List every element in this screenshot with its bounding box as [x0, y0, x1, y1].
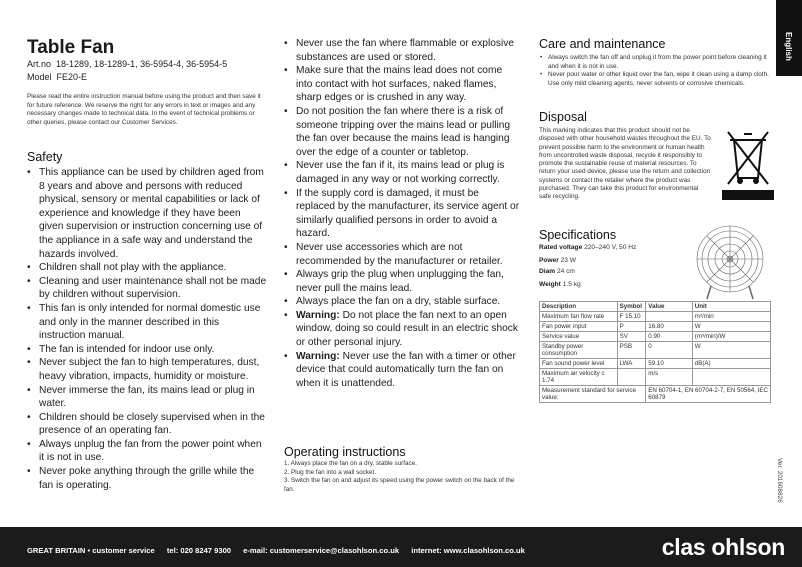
- operating-steps: [284, 460, 520, 494]
- model-value: FE20-E: [56, 72, 88, 82]
- spec-value: 24 cm: [555, 268, 575, 275]
- care-heading: Care and maintenance: [539, 37, 666, 51]
- table-header-row: [540, 302, 771, 312]
- table-cell: [646, 312, 693, 322]
- safety-item: [284, 350, 520, 391]
- table-cell: Maximum air velocity c 1.74: [540, 369, 618, 386]
- operating-heading: Operating instructions: [284, 445, 406, 459]
- page-title: Table Fan: [27, 37, 115, 58]
- footer-email: e-mail: customerservice@clasohlson.co.uk: [243, 546, 400, 555]
- warning-label: Warning:: [296, 350, 340, 362]
- safety-item: [284, 64, 520, 105]
- table-row: [540, 369, 771, 386]
- safety-item: [284, 159, 520, 186]
- safety-item: • Never immerse the fan, its mains lead or plug in water.: [27, 384, 267, 411]
- safety-item: [284, 187, 520, 241]
- safety-list-2: [284, 37, 520, 390]
- language-tab: [776, 0, 802, 76]
- spec-row: [539, 257, 576, 264]
- table-cell: 0.90: [646, 332, 693, 342]
- artno-label: Art.no: [27, 59, 52, 69]
- safety-list-1: [27, 166, 267, 492]
- model-label: Model: [27, 72, 52, 82]
- safety-item-text: Never use the fan with a timer or other device that could automatically turn the fan on when it is unattended.: [296, 350, 516, 389]
- safety-item-text: Never use accessories which are not recommended by the manufacturer or retailer.: [296, 241, 503, 267]
- safety-item: [284, 309, 520, 350]
- spec-label: Weight: [539, 281, 561, 288]
- table-cell: [692, 369, 770, 386]
- disposal-text: This marking indicates that this product should not be disposed with other household wastes throughout the EU. To prevent possible harm to the environment or human health from uncontrolled waste disposal, recycle it responsibly to promote the sustainable reuse of material resources. To return your used device, please use the return and collection systems or contact the retailer where the product was purchased. They can take this product for environmental safe recycling.: [539, 127, 711, 201]
- safety-item: • Children shall not play with the appliance.: [27, 261, 267, 275]
- table-cell: W: [692, 322, 770, 332]
- spec-row: [539, 244, 636, 251]
- table-cell: dB(A): [692, 359, 770, 369]
- table-cell: Fan power input: [540, 322, 618, 332]
- table-row: [540, 359, 771, 369]
- table-cell: Maximum fan flow rate: [540, 312, 618, 322]
- table-cell: [617, 369, 646, 386]
- footer-region: GREAT BRITAIN • customer service: [27, 546, 155, 555]
- table-cell: (m³/min)/W: [692, 332, 770, 342]
- safety-heading: Safety: [27, 150, 63, 164]
- care-item: • Never pour water or other liquid over the fan, wipe it clean using a damp cloth. Use only mild cleaning agents, never solvents or corrosive chemicals.: [539, 71, 771, 88]
- disposal-heading: Disposal: [539, 110, 587, 124]
- safety-item: [284, 37, 520, 64]
- table-header-cell: Symbol: [617, 302, 646, 312]
- operating-step: 3. Switch the fan on and adjust its speed using the power switch on the back of the fan.: [284, 477, 515, 493]
- safety-item: [284, 295, 520, 309]
- spec-value: 220–240 V, 50 Hz: [582, 244, 637, 251]
- care-list: [539, 54, 771, 88]
- safety-item: [284, 105, 520, 159]
- safety-item-text: Never use the fan if it, its mains lead or plug is damaged in any way or not working correctly.: [296, 160, 505, 185]
- measurement-label: Measurement standard for service value:: [540, 386, 646, 403]
- table-row: [540, 342, 771, 359]
- safety-item-text: Always place the fan on a dry, stable surface.: [296, 296, 501, 308]
- footer: [0, 527, 802, 567]
- artno-value: 18-1289, 18-1289-1, 36-5954-4, 36-5954-5: [56, 59, 228, 69]
- safety-item: • This fan is only intended for normal domestic use and only in the manner described in this instruction manual.: [27, 302, 267, 343]
- table-cell: P: [617, 322, 646, 332]
- spec-label: Rated voltage: [539, 244, 583, 251]
- safety-item: [284, 241, 520, 268]
- operating-step: 1. Always place the fan on a dry, stable surface.: [284, 460, 417, 467]
- spec-row: [539, 268, 575, 275]
- specs-heading: Specifications: [539, 228, 617, 242]
- table-cell: Fan sound power level: [540, 359, 618, 369]
- table-cell: 0: [646, 342, 693, 359]
- table-row: [540, 332, 771, 342]
- safety-item: • The fan is intended for indoor use only.: [27, 343, 267, 357]
- warning-label: Warning:: [296, 309, 340, 321]
- table-cell: 59.10: [646, 359, 693, 369]
- table-cell: F 15.10: [617, 312, 646, 322]
- technical-table: [539, 301, 771, 403]
- measurement-row: [540, 386, 771, 403]
- table-cell: Standby power consumption: [540, 342, 618, 359]
- table-cell: m/s: [646, 369, 693, 386]
- weee-bin-icon: [722, 128, 774, 202]
- safety-item: • Never subject the fan to high temperatures, dust, heavy vibration, impacts, humidity or moisture.: [27, 356, 267, 383]
- safety-item-text: Always grip the plug when unplugging the fan, never pull the mains lead.: [296, 269, 504, 294]
- fan-illustration: [693, 224, 767, 300]
- care-item: • Always switch the fan off and unplug it from the power point before cleaning it and when it is not in use.: [539, 54, 771, 71]
- intro-text: Please read the entire instruction manual before using the product and then save it for future reference. We reserve the right for any errors in text or images and any necessary changes made to technical data. In the event of technical problems or other queries, please contact our Customer Services.: [27, 93, 261, 126]
- spec-row: [539, 281, 581, 288]
- table-cell: LWA: [617, 359, 646, 369]
- safety-item-text: Do not position the fan where there is a risk of someone tripping over the mains lead or pulling the fan over because the mains lead is hanging over the edge of a counter or tabletop.: [296, 105, 511, 158]
- table-cell: W: [692, 342, 770, 359]
- table-cell: SV: [617, 332, 646, 342]
- safety-item: • Children should be closely supervised when in the presence of an operating fan.: [27, 411, 267, 438]
- safety-item: • This appliance can be used by children aged from 8 years and above and persons with reduced physical, sensory or mental capabilities or lack of experience and knowledge if they have been given supervision or instruction concerning use of the appliance in a safe way and understand the hazards involved.: [27, 166, 267, 261]
- safety-item: [284, 268, 520, 295]
- article-info: [27, 58, 227, 84]
- spec-value: 23 W: [558, 257, 577, 264]
- table-cell: m³/min: [692, 312, 770, 322]
- safety-item: • Cleaning and user maintenance shall not be made by children without supervision.: [27, 275, 267, 302]
- table-cell: Service value: [540, 332, 618, 342]
- spec-label: Diam: [539, 268, 556, 275]
- safety-item-text: Do not place the fan next to an open window, doing so could result in an electric shock or other personal injury.: [296, 309, 518, 349]
- safety-item: • Always unplug the fan from the power point when it is not in use.: [27, 438, 267, 465]
- brand-logo: clas ohlson: [661, 534, 785, 560]
- safety-item-text: Make sure that the mains lead does not come into contact with hot surfaces, naked flames, sharp edges or is crushed in any way.: [296, 65, 503, 104]
- safety-item-text: If the supply cord is damaged, it must be replaced by the manufacturer, its service agent or similarly qualified persons in order to avoid a hazard.: [296, 187, 520, 240]
- table-header-cell: Description: [540, 302, 618, 312]
- footer-internet: internet: www.clasohlson.co.uk: [411, 546, 525, 555]
- table-cell: PSB: [617, 342, 646, 359]
- safety-item-text: Never use the fan where flammable or explosive substances are used or stored.: [296, 38, 515, 63]
- table-row: [540, 322, 771, 332]
- version-text: Ver. 201608826: [776, 458, 783, 503]
- footer-tel: tel: 020 8247 9300: [166, 546, 232, 555]
- table-header-cell: Unit: [692, 302, 770, 312]
- table-header-cell: Value: [646, 302, 693, 312]
- safety-item: • Never poke anything through the grille while the fan is operating.: [27, 465, 267, 492]
- measurement-value: EN 60704-1, EN 60704-2-7, EN 50564, IEC 60879: [646, 386, 771, 403]
- language-label: English: [784, 32, 793, 61]
- table-row: [540, 312, 771, 322]
- operating-step: 2. Plug the fan into a wall socket.: [284, 468, 377, 476]
- spec-label: Power: [539, 257, 559, 264]
- spec-value: 1.5 kg: [560, 281, 581, 288]
- footer-contact: [27, 546, 535, 555]
- table-cell: 16.80: [646, 322, 693, 332]
